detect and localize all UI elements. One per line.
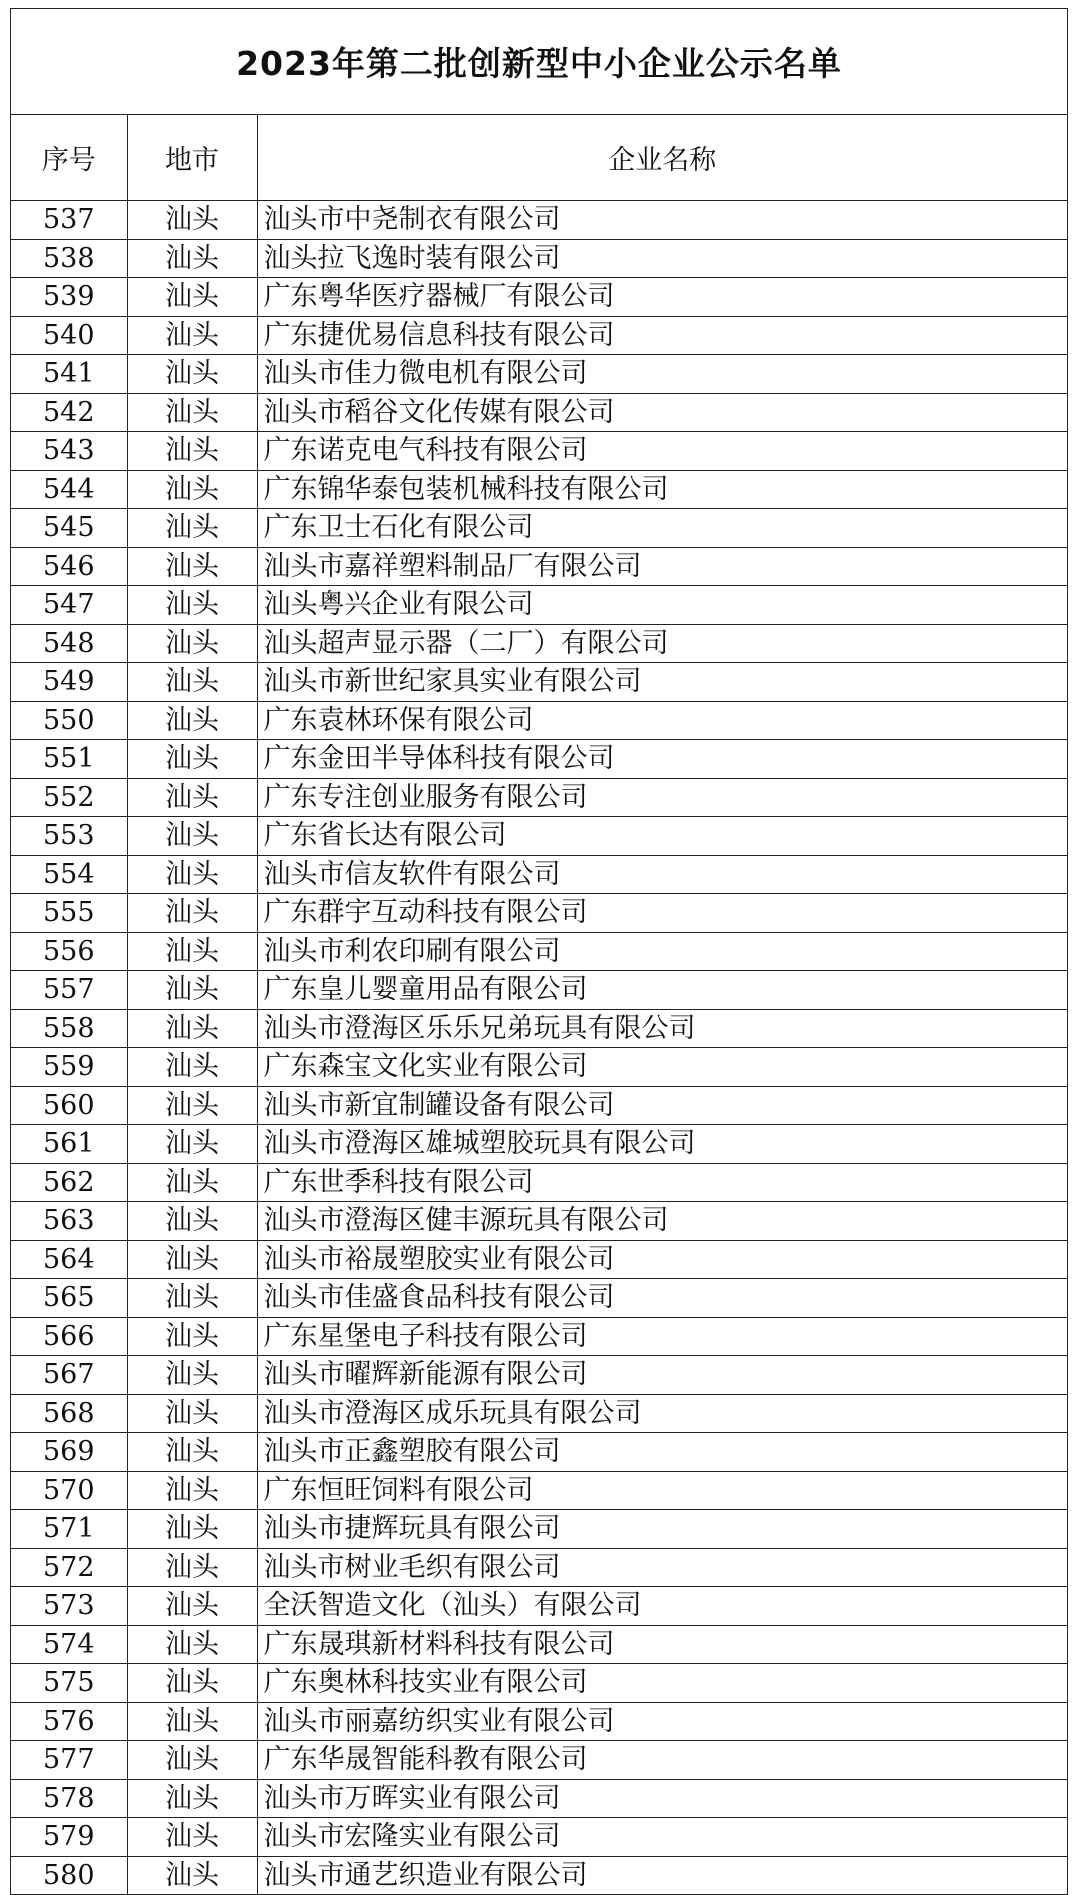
cell-company-name: 广东专注创业服务有限公司	[257, 778, 1067, 817]
cell-serial-number: 574	[11, 1625, 127, 1664]
cell-city: 汕头	[127, 855, 257, 894]
cell-city: 汕头	[127, 1548, 257, 1587]
cell-company-name: 广东群宇互动科技有限公司	[257, 894, 1067, 933]
cell-city: 汕头	[127, 1317, 257, 1356]
cell-city: 汕头	[127, 1163, 257, 1202]
cell-company-name: 广东晟琪新材料科技有限公司	[257, 1625, 1067, 1664]
table-row	[11, 1818, 1067, 1857]
cell-serial-number: 537	[11, 201, 127, 240]
cell-serial-number: 566	[11, 1317, 127, 1356]
cell-serial-number: 569	[11, 1433, 127, 1472]
header-company-name: 企业名称	[257, 115, 1067, 201]
table-row	[11, 1664, 1067, 1703]
cell-company-name: 汕头市万晖实业有限公司	[257, 1779, 1067, 1818]
cell-serial-number: 562	[11, 1163, 127, 1202]
cell-city: 汕头	[127, 1048, 257, 1087]
cell-company-name: 汕头市澄海区雄城塑胶玩具有限公司	[257, 1125, 1067, 1164]
cell-city: 汕头	[127, 1856, 257, 1894]
table-row	[11, 1125, 1067, 1164]
cell-company-name: 广东世季科技有限公司	[257, 1163, 1067, 1202]
cell-city: 汕头	[127, 894, 257, 933]
cell-city: 汕头	[127, 663, 257, 702]
cell-serial-number: 538	[11, 239, 127, 278]
cell-company-name: 汕头市信友软件有限公司	[257, 855, 1067, 894]
table-row	[11, 393, 1067, 432]
table-row	[11, 1009, 1067, 1048]
cell-company-name: 广东省长达有限公司	[257, 817, 1067, 856]
table-row	[11, 817, 1067, 856]
cell-serial-number: 571	[11, 1510, 127, 1549]
cell-city: 汕头	[127, 1818, 257, 1857]
table-row	[11, 1394, 1067, 1433]
cell-company-name: 广东华晟智能科教有限公司	[257, 1741, 1067, 1780]
cell-serial-number: 548	[11, 624, 127, 663]
cell-serial-number: 580	[11, 1856, 127, 1894]
cell-serial-number: 555	[11, 894, 127, 933]
cell-company-name: 汕头市通艺织造业有限公司	[257, 1856, 1067, 1894]
cell-serial-number: 546	[11, 547, 127, 586]
cell-company-name: 汕头市佳力微电机有限公司	[257, 355, 1067, 394]
cell-city: 汕头	[127, 278, 257, 317]
cell-serial-number: 577	[11, 1741, 127, 1780]
cell-company-name: 汕头市佳盛食品科技有限公司	[257, 1279, 1067, 1318]
cell-serial-number: 575	[11, 1664, 127, 1703]
table-row	[11, 509, 1067, 548]
table-row	[11, 432, 1067, 471]
cell-city: 汕头	[127, 817, 257, 856]
cell-city: 汕头	[127, 239, 257, 278]
table-row	[11, 778, 1067, 817]
page-title: 2023年第二批创新型中小企业公示名单	[11, 9, 1067, 115]
table-row	[11, 1587, 1067, 1626]
cell-serial-number: 559	[11, 1048, 127, 1087]
table-row	[11, 894, 1067, 933]
cell-serial-number: 556	[11, 932, 127, 971]
table-row	[11, 1548, 1067, 1587]
cell-city: 汕头	[127, 1125, 257, 1164]
cell-serial-number: 554	[11, 855, 127, 894]
cell-company-name: 汕头市嘉祥塑料制品厂有限公司	[257, 547, 1067, 586]
cell-city: 汕头	[127, 1202, 257, 1241]
cell-company-name: 广东粤华医疗器械厂有限公司	[257, 278, 1067, 317]
cell-city: 汕头	[127, 547, 257, 586]
cell-company-name: 汕头市正鑫塑胶有限公司	[257, 1433, 1067, 1472]
table-row	[11, 663, 1067, 702]
cell-company-name: 广东恒旺饲料有限公司	[257, 1471, 1067, 1510]
cell-company-name: 汕头市丽嘉纺织实业有限公司	[257, 1702, 1067, 1741]
table-row	[11, 855, 1067, 894]
document-sheet	[10, 8, 1068, 1895]
cell-city: 汕头	[127, 1240, 257, 1279]
cell-company-name: 汕头市新世纪家具实业有限公司	[257, 663, 1067, 702]
cell-company-name: 广东捷优易信息科技有限公司	[257, 316, 1067, 355]
cell-city: 汕头	[127, 201, 257, 240]
cell-serial-number: 545	[11, 509, 127, 548]
cell-serial-number: 557	[11, 971, 127, 1010]
cell-city: 汕头	[127, 470, 257, 509]
cell-city: 汕头	[127, 1279, 257, 1318]
cell-city: 汕头	[127, 932, 257, 971]
table-row	[11, 1433, 1067, 1472]
cell-serial-number: 563	[11, 1202, 127, 1241]
cell-serial-number: 540	[11, 316, 127, 355]
cell-serial-number: 565	[11, 1279, 127, 1318]
cell-company-name: 广东金田半导体科技有限公司	[257, 740, 1067, 779]
cell-company-name: 汕头拉飞逸时装有限公司	[257, 239, 1067, 278]
cell-city: 汕头	[127, 701, 257, 740]
cell-city: 汕头	[127, 1779, 257, 1818]
cell-company-name: 广东卫士石化有限公司	[257, 509, 1067, 548]
header-serial-number: 序号	[11, 115, 127, 201]
cell-city: 汕头	[127, 393, 257, 432]
company-table	[11, 115, 1067, 1894]
cell-serial-number: 543	[11, 432, 127, 471]
cell-serial-number: 553	[11, 817, 127, 856]
table-row	[11, 355, 1067, 394]
table-row	[11, 547, 1067, 586]
cell-company-name: 汕头市捷辉玩具有限公司	[257, 1510, 1067, 1549]
cell-serial-number: 568	[11, 1394, 127, 1433]
cell-city: 汕头	[127, 1587, 257, 1626]
cell-city: 汕头	[127, 1433, 257, 1472]
table-row	[11, 624, 1067, 663]
cell-serial-number: 547	[11, 586, 127, 625]
table-row	[11, 1510, 1067, 1549]
cell-company-name: 汕头市宏隆实业有限公司	[257, 1818, 1067, 1857]
cell-company-name: 广东皇儿婴童用品有限公司	[257, 971, 1067, 1010]
table-row	[11, 971, 1067, 1010]
cell-company-name: 汕头粤兴企业有限公司	[257, 586, 1067, 625]
cell-city: 汕头	[127, 1471, 257, 1510]
cell-city: 汕头	[127, 1664, 257, 1703]
cell-serial-number: 567	[11, 1356, 127, 1395]
cell-company-name: 广东奥林科技实业有限公司	[257, 1664, 1067, 1703]
cell-company-name: 汕头市澄海区乐乐兄弟玩具有限公司	[257, 1009, 1067, 1048]
cell-company-name: 广东诺克电气科技有限公司	[257, 432, 1067, 471]
cell-city: 汕头	[127, 586, 257, 625]
table-row	[11, 1625, 1067, 1664]
table-row	[11, 932, 1067, 971]
cell-company-name: 汕头市树业毛织有限公司	[257, 1548, 1067, 1587]
table-row	[11, 278, 1067, 317]
cell-serial-number: 572	[11, 1548, 127, 1587]
cell-serial-number: 570	[11, 1471, 127, 1510]
table-row	[11, 1779, 1067, 1818]
cell-serial-number: 576	[11, 1702, 127, 1741]
cell-serial-number: 539	[11, 278, 127, 317]
cell-city: 汕头	[127, 778, 257, 817]
table-row	[11, 1279, 1067, 1318]
cell-serial-number: 544	[11, 470, 127, 509]
cell-city: 汕头	[127, 1394, 257, 1433]
table-row	[11, 316, 1067, 355]
cell-city: 汕头	[127, 1086, 257, 1125]
table-row	[11, 1356, 1067, 1395]
cell-company-name: 汕头市中尧制衣有限公司	[257, 201, 1067, 240]
table-row	[11, 1048, 1067, 1087]
cell-city: 汕头	[127, 1625, 257, 1664]
cell-company-name: 汕头市澄海区健丰源玩具有限公司	[257, 1202, 1067, 1241]
table-row	[11, 1741, 1067, 1780]
table-row	[11, 1240, 1067, 1279]
cell-city: 汕头	[127, 624, 257, 663]
cell-serial-number: 558	[11, 1009, 127, 1048]
cell-serial-number: 551	[11, 740, 127, 779]
cell-serial-number: 552	[11, 778, 127, 817]
cell-serial-number: 573	[11, 1587, 127, 1626]
cell-city: 汕头	[127, 1356, 257, 1395]
cell-city: 汕头	[127, 971, 257, 1010]
table-row	[11, 701, 1067, 740]
cell-company-name: 广东锦华泰包装机械科技有限公司	[257, 470, 1067, 509]
table-row	[11, 1856, 1067, 1894]
cell-company-name: 广东森宝文化实业有限公司	[257, 1048, 1067, 1087]
cell-city: 汕头	[127, 316, 257, 355]
cell-city: 汕头	[127, 1702, 257, 1741]
cell-city: 汕头	[127, 1741, 257, 1780]
cell-city: 汕头	[127, 509, 257, 548]
cell-serial-number: 579	[11, 1818, 127, 1857]
table-row	[11, 201, 1067, 240]
table-row	[11, 1317, 1067, 1356]
cell-company-name: 汕头市曜辉新能源有限公司	[257, 1356, 1067, 1395]
cell-serial-number: 549	[11, 663, 127, 702]
cell-company-name: 汕头市稻谷文化传媒有限公司	[257, 393, 1067, 432]
cell-serial-number: 561	[11, 1125, 127, 1164]
table-row	[11, 1086, 1067, 1125]
cell-city: 汕头	[127, 355, 257, 394]
cell-serial-number: 550	[11, 701, 127, 740]
table-row	[11, 239, 1067, 278]
cell-company-name: 汕头市澄海区成乐玩具有限公司	[257, 1394, 1067, 1433]
cell-serial-number: 578	[11, 1779, 127, 1818]
cell-serial-number: 541	[11, 355, 127, 394]
table-header-row	[11, 115, 1067, 201]
cell-company-name: 汕头超声显示器（二厂）有限公司	[257, 624, 1067, 663]
table-row	[11, 740, 1067, 779]
cell-company-name: 广东星堡电子科技有限公司	[257, 1317, 1067, 1356]
cell-company-name: 汕头市新宜制罐设备有限公司	[257, 1086, 1067, 1125]
cell-city: 汕头	[127, 740, 257, 779]
table-body	[11, 201, 1067, 1895]
cell-company-name: 广东袁林环保有限公司	[257, 701, 1067, 740]
table-row	[11, 1702, 1067, 1741]
table-row	[11, 1202, 1067, 1241]
cell-serial-number: 542	[11, 393, 127, 432]
table-row	[11, 1471, 1067, 1510]
cell-company-name: 汕头市裕晟塑胶实业有限公司	[257, 1240, 1067, 1279]
cell-city: 汕头	[127, 1510, 257, 1549]
header-city: 地市	[127, 115, 257, 201]
table-row	[11, 470, 1067, 509]
cell-company-name: 全沃智造文化（汕头）有限公司	[257, 1587, 1067, 1626]
cell-city: 汕头	[127, 432, 257, 471]
table-row	[11, 1163, 1067, 1202]
table-row	[11, 586, 1067, 625]
cell-serial-number: 564	[11, 1240, 127, 1279]
cell-city: 汕头	[127, 1009, 257, 1048]
cell-serial-number: 560	[11, 1086, 127, 1125]
cell-company-name: 汕头市利农印刷有限公司	[257, 932, 1067, 971]
